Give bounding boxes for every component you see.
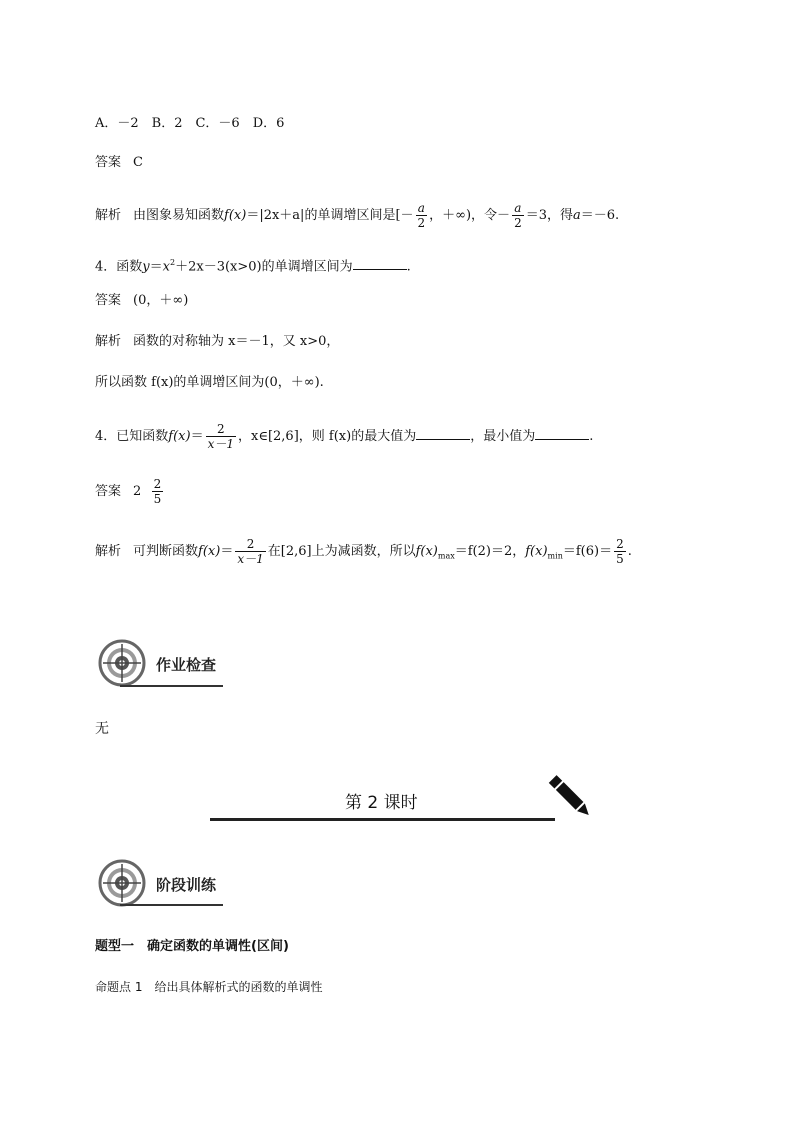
analysis-text: ＝3，得 — [525, 208, 573, 223]
analysis-text: ＝ — [220, 544, 234, 559]
analysis-label: 解析 — [95, 334, 122, 349]
stem-end: . — [406, 259, 411, 275]
stem-superscript: 2 — [170, 258, 176, 267]
fraction-numerator: 2 — [206, 422, 236, 437]
fraction-denominator: x－1 — [237, 552, 264, 566]
stem-text: ，最小值为 — [470, 429, 536, 444]
analysis-text: 函数的对称轴为 x＝－1，又 x>0， — [133, 334, 340, 349]
homework-content: 无 — [95, 721, 109, 737]
analysis-label: 解析 — [95, 544, 122, 559]
topic-heading: 题型一 确定函数的单调性(区间) — [95, 939, 289, 954]
answer-label: 答案 — [95, 293, 122, 308]
target-icon — [98, 638, 146, 688]
fraction-numerator: a — [416, 201, 428, 216]
fraction-numerator: 2 — [616, 537, 624, 551]
q4a-analysis-line1 — [95, 332, 339, 352]
analysis-a: a — [572, 208, 581, 223]
analysis-fmax: f(x) — [415, 544, 438, 559]
q3-options: A．－2 B．2 C．－6 D．6 — [95, 116, 285, 131]
analysis-text: ，＋∞)，令－ — [429, 208, 511, 223]
q4b-answer — [95, 477, 165, 506]
q3-answer — [95, 153, 143, 173]
fraction-denominator: 5 — [616, 552, 624, 566]
q3-analysis — [95, 201, 619, 230]
stem-text: 4．已知函数 — [95, 429, 169, 444]
section-underline — [120, 904, 223, 906]
target-icon — [98, 858, 146, 908]
analysis-label: 解析 — [95, 208, 122, 223]
stem-text: ＝ — [149, 259, 163, 275]
answer-label: 答案 — [95, 155, 122, 170]
analysis-text: 可判断函数 — [133, 544, 199, 559]
analysis-text: ＝|2x＋a|的单调增区间是[－ — [246, 208, 414, 223]
fraction-denominator: 2 — [417, 216, 426, 230]
analysis-text: ＝f(6)＝ — [562, 544, 613, 559]
fraction-denominator: 2 — [514, 216, 522, 230]
analysis-fmin: f(x) — [525, 544, 548, 559]
q4b-stem — [95, 422, 593, 451]
answer-blank — [416, 427, 470, 440]
fraction — [206, 422, 236, 451]
answer-value-1: 2 — [133, 484, 142, 499]
q4a-stem — [95, 253, 411, 277]
fraction — [512, 201, 524, 230]
stem-text: 4．函数 — [95, 259, 143, 275]
analysis-fx: f(x) — [224, 208, 247, 223]
fraction — [416, 201, 428, 230]
q4b-analysis — [95, 537, 632, 567]
fraction — [614, 537, 626, 566]
analysis-fx: f(x) — [198, 544, 221, 559]
stem-text: ，x∈[2,6]，则 f(x)的最大值为 — [238, 429, 417, 444]
fraction-denominator: 5 — [153, 492, 162, 506]
subscript-min: min — [547, 551, 563, 561]
subscript-max: max — [437, 551, 455, 561]
answer-value: C — [133, 155, 143, 170]
answer-blank — [353, 257, 407, 270]
fraction-numerator: a — [512, 201, 524, 216]
answer-value: (0，＋∞) — [133, 293, 189, 308]
fraction — [235, 537, 265, 566]
section-title-training: 阶段训练 — [156, 876, 217, 894]
stem-text: ＝ — [190, 429, 204, 444]
fraction-numerator: 2 — [235, 537, 265, 552]
section-title-homework: 作业检查 — [156, 656, 217, 674]
lesson-title: 第 2 课时 — [345, 793, 418, 813]
stem-end: . — [589, 429, 594, 444]
q4a-analysis-line2: 所以函数 f(x)的单调增区间为(0，＋∞). — [95, 375, 324, 390]
answer-fraction — [152, 477, 164, 506]
stem-text: ＋2x－3(x>0)的单调增区间为 — [175, 259, 353, 275]
analysis-end: . — [627, 544, 632, 559]
fraction-numerator: 2 — [153, 477, 162, 491]
fraction-denominator: x－1 — [207, 437, 234, 451]
answer-label: 答案 — [95, 484, 122, 499]
subtopic-heading: 命题点 1 给出具体解析式的函数的单调性 — [95, 980, 323, 994]
stem-y: y — [142, 259, 150, 275]
stem-x: x — [162, 259, 170, 275]
section-underline — [120, 685, 223, 687]
analysis-text: ＝－6. — [580, 208, 620, 223]
stem-fx: f(x) — [168, 429, 191, 444]
analysis-text: 在[2,6]上为减函数，所以 — [267, 544, 416, 559]
q4a-answer — [95, 291, 188, 311]
analysis-text: 由图象易知函数 — [133, 208, 225, 223]
analysis-text: ＝f(2)＝2， — [454, 544, 526, 559]
lesson-rule — [210, 818, 555, 821]
pencil-icon — [544, 770, 596, 824]
answer-blank — [535, 427, 589, 440]
